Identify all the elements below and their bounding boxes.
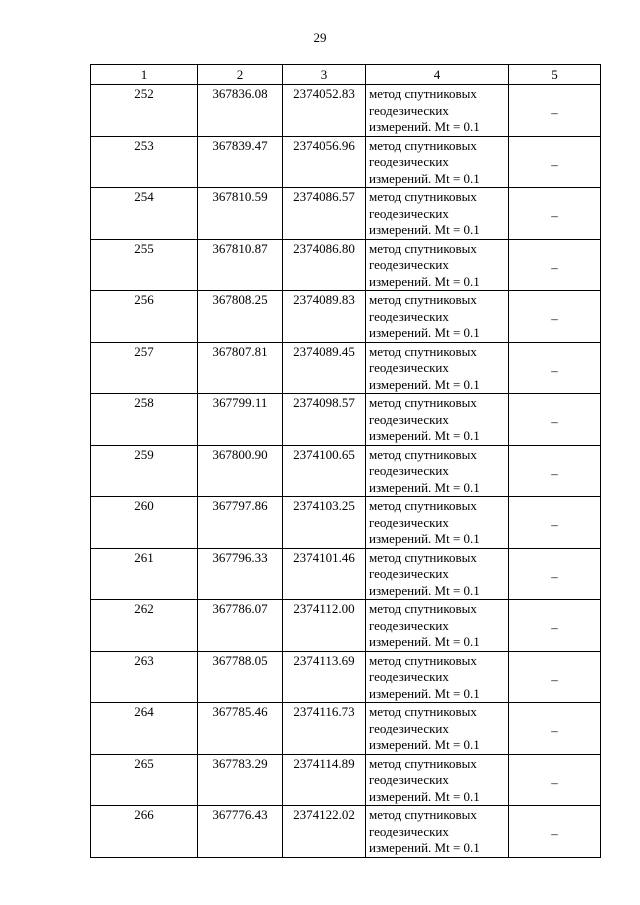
x-coordinate-cell: 367783.29 bbox=[198, 754, 283, 806]
note-cell: – bbox=[509, 703, 601, 755]
header-cell-method: 4 bbox=[366, 65, 509, 85]
note-cell: – bbox=[509, 291, 601, 343]
method-cell: метод спутниковых геодезических измерений. Mt = 0.1 bbox=[366, 548, 509, 600]
page-number: 29 bbox=[313, 30, 327, 45]
point-number-cell: 264 bbox=[91, 703, 198, 755]
x-coordinate-cell: 367799.11 bbox=[198, 394, 283, 446]
point-number-cell: 257 bbox=[91, 342, 198, 394]
y-coordinate-cell: 2374086.57 bbox=[283, 188, 366, 240]
table-header bbox=[91, 65, 601, 85]
point-number-cell: 254 bbox=[91, 188, 198, 240]
table-row bbox=[91, 548, 601, 600]
method-cell: метод спутниковых геодезических измерений. Mt = 0.1 bbox=[366, 188, 509, 240]
y-coordinate-cell: 2374113.69 bbox=[283, 651, 366, 703]
y-coordinate-cell: 2374122.02 bbox=[283, 806, 366, 858]
table-body bbox=[91, 85, 601, 858]
point-number-cell: 263 bbox=[91, 651, 198, 703]
method-cell: метод спутниковых геодезических измерений. Mt = 0.1 bbox=[366, 85, 509, 137]
method-cell: метод спутниковых геодезических измерений. Mt = 0.1 bbox=[366, 445, 509, 497]
y-coordinate-cell: 2374086.80 bbox=[283, 239, 366, 291]
table-row bbox=[91, 394, 601, 446]
method-cell: метод спутниковых геодезических измерений. Mt = 0.1 bbox=[366, 136, 509, 188]
table-row bbox=[91, 342, 601, 394]
y-coordinate-cell: 2374112.00 bbox=[283, 600, 366, 652]
header-cell-note: 5 bbox=[509, 65, 601, 85]
x-coordinate-cell: 367810.59 bbox=[198, 188, 283, 240]
y-coordinate-cell: 2374103.25 bbox=[283, 497, 366, 549]
method-cell: метод спутниковых геодезических измерений. Mt = 0.1 bbox=[366, 651, 509, 703]
point-number-cell: 260 bbox=[91, 497, 198, 549]
y-coordinate-cell: 2374052.83 bbox=[283, 85, 366, 137]
table-row bbox=[91, 651, 601, 703]
note-cell: – bbox=[509, 239, 601, 291]
table-row bbox=[91, 497, 601, 549]
header-row bbox=[91, 65, 601, 85]
y-coordinate-cell: 2374101.46 bbox=[283, 548, 366, 600]
x-coordinate-cell: 367797.86 bbox=[198, 497, 283, 549]
method-cell: метод спутниковых геодезических измерений. Mt = 0.1 bbox=[366, 239, 509, 291]
point-number-cell: 266 bbox=[91, 806, 198, 858]
note-cell: – bbox=[509, 188, 601, 240]
x-coordinate-cell: 367800.90 bbox=[198, 445, 283, 497]
method-cell: метод спутниковых геодезических измерений. Mt = 0.1 bbox=[366, 291, 509, 343]
note-cell: – bbox=[509, 85, 601, 137]
method-cell: метод спутниковых геодезических измерений. Mt = 0.1 bbox=[366, 342, 509, 394]
y-coordinate-cell: 2374116.73 bbox=[283, 703, 366, 755]
point-number-cell: 253 bbox=[91, 136, 198, 188]
x-coordinate-cell: 367785.46 bbox=[198, 703, 283, 755]
x-coordinate-cell: 367776.43 bbox=[198, 806, 283, 858]
method-cell: метод спутниковых геодезических измерений. Mt = 0.1 bbox=[366, 497, 509, 549]
y-coordinate-cell: 2374089.83 bbox=[283, 291, 366, 343]
x-coordinate-cell: 367839.47 bbox=[198, 136, 283, 188]
method-cell: метод спутниковых геодезических измерений. Mt = 0.1 bbox=[366, 394, 509, 446]
header-cell-x: 2 bbox=[198, 65, 283, 85]
note-cell: – bbox=[509, 754, 601, 806]
point-number-cell: 256 bbox=[91, 291, 198, 343]
x-coordinate-cell: 367807.81 bbox=[198, 342, 283, 394]
point-number-cell: 255 bbox=[91, 239, 198, 291]
y-coordinate-cell: 2374089.45 bbox=[283, 342, 366, 394]
note-cell: – bbox=[509, 497, 601, 549]
point-number-cell: 261 bbox=[91, 548, 198, 600]
note-cell: – bbox=[509, 342, 601, 394]
table-row bbox=[91, 85, 601, 137]
method-cell: метод спутниковых геодезических измерений. Mt = 0.1 bbox=[366, 806, 509, 858]
table-row bbox=[91, 806, 601, 858]
point-number-cell: 259 bbox=[91, 445, 198, 497]
x-coordinate-cell: 367796.33 bbox=[198, 548, 283, 600]
method-cell: метод спутниковых геодезических измерений. Mt = 0.1 bbox=[366, 754, 509, 806]
point-number-cell: 265 bbox=[91, 754, 198, 806]
table-row bbox=[91, 445, 601, 497]
note-cell: – bbox=[509, 600, 601, 652]
point-number-cell: 258 bbox=[91, 394, 198, 446]
header-cell-y: 3 bbox=[283, 65, 366, 85]
note-cell: – bbox=[509, 806, 601, 858]
header-cell-point-number: 1 bbox=[91, 65, 198, 85]
note-cell: – bbox=[509, 445, 601, 497]
x-coordinate-cell: 367810.87 bbox=[198, 239, 283, 291]
table-row bbox=[91, 188, 601, 240]
note-cell: – bbox=[509, 651, 601, 703]
table-row bbox=[91, 754, 601, 806]
coordinates-table bbox=[90, 64, 601, 858]
y-coordinate-cell: 2374114.89 bbox=[283, 754, 366, 806]
table-row bbox=[91, 703, 601, 755]
table-row bbox=[91, 239, 601, 291]
table-row bbox=[91, 291, 601, 343]
x-coordinate-cell: 367788.05 bbox=[198, 651, 283, 703]
x-coordinate-cell: 367836.08 bbox=[198, 85, 283, 137]
y-coordinate-cell: 2374056.96 bbox=[283, 136, 366, 188]
point-number-cell: 252 bbox=[91, 85, 198, 137]
note-cell: – bbox=[509, 136, 601, 188]
x-coordinate-cell: 367786.07 bbox=[198, 600, 283, 652]
table-row bbox=[91, 136, 601, 188]
x-coordinate-cell: 367808.25 bbox=[198, 291, 283, 343]
y-coordinate-cell: 2374100.65 bbox=[283, 445, 366, 497]
note-cell: – bbox=[509, 394, 601, 446]
table-row bbox=[91, 600, 601, 652]
note-cell: – bbox=[509, 548, 601, 600]
method-cell: метод спутниковых геодезических измерений. Mt = 0.1 bbox=[366, 703, 509, 755]
point-number-cell: 262 bbox=[91, 600, 198, 652]
method-cell: метод спутниковых геодезических измерений. Mt = 0.1 bbox=[366, 600, 509, 652]
y-coordinate-cell: 2374098.57 bbox=[283, 394, 366, 446]
